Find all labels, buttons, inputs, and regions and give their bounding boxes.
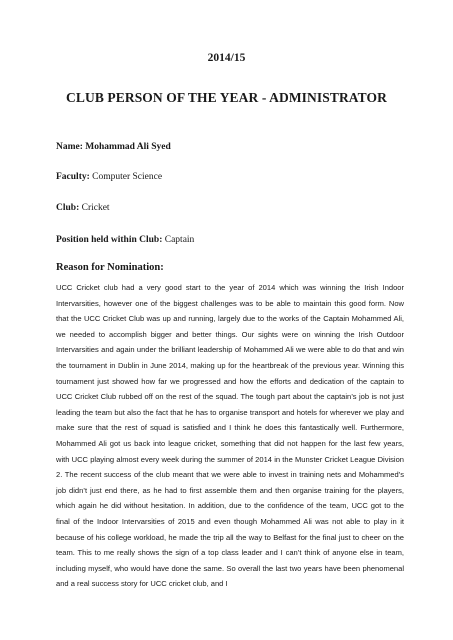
name-field xyxy=(56,142,171,152)
faculty-label: Faculty: xyxy=(56,172,90,182)
reason-text: UCC Cricket club had a very good start to the year of 2014 which was winning the Irish Indoor Intervarsities, however one of the biggest challenges was to be able to maintain this good form. Now that the UCC Cricket Club was up and running, largely due to the works of the Captain Mohammed Ali, we needed to accomplish bigger and better things. Our sights were on winning the Irish Outdoor Intervarsities and again under the brilliant leadership of Mohammed Ali we were able to do that and win the tournament in Dublin in June 2014, making up for the heartbreak of the previous year. Winning this tournament just showed how far we progressed and how the efforts and dedication of the captain to UCC Cricket Club rubbed off on the rest of the squad. The tough part about the captain’s job is not just leading the team but also the fact that he has to organise transport and hotels for wherever we play and make sure that the rest of squad is satisfied and I think he does this fantastically well. Furthermore, Mohammed Ali got us back into league cricket, something that did not happen for the last few years, with UCC playing almost every week during the summer of 2014 in the Munster Cricket League Division 2. The recent success of the club meant that we were able to invest in training nets and Mohammed’s job didn’t just end there, as he had to first assemble them and then organise training for the players, which again he did without hesitation. In addition, due to the confidence of the team, UCC got to the final of the Indoor Intervarsities of 2015 and even though Mohammed Ali was not able to play in it because of his college workload, he made the trip all the way to Belfast for the final just to cheer on the team. This to me really shows the sign of a top class leader and I can’t think of anyone else in team, including myself, who would have done the same. So overall the last two years have been phenomenal and a real success story for UCC cricket club, and I xyxy=(56,283,404,589)
document-year: 2014/15 xyxy=(207,52,246,64)
faculty-field xyxy=(56,172,162,182)
document-heading: CLUB PERSON OF THE YEAR - ADMINISTRATOR xyxy=(66,90,387,105)
club-field xyxy=(56,203,110,213)
position-label: Position held within Club: xyxy=(56,235,163,245)
club-label: Club: xyxy=(56,203,80,213)
position-value: Captain xyxy=(164,235,195,245)
position-field xyxy=(56,235,194,245)
club-value: Cricket xyxy=(81,203,110,213)
faculty-value: Computer Science xyxy=(92,172,163,182)
name-value: Mohammad Ali Syed xyxy=(85,142,171,152)
reason-title: Reason for Nomination: xyxy=(56,262,164,273)
name-label: Name: xyxy=(56,142,83,152)
